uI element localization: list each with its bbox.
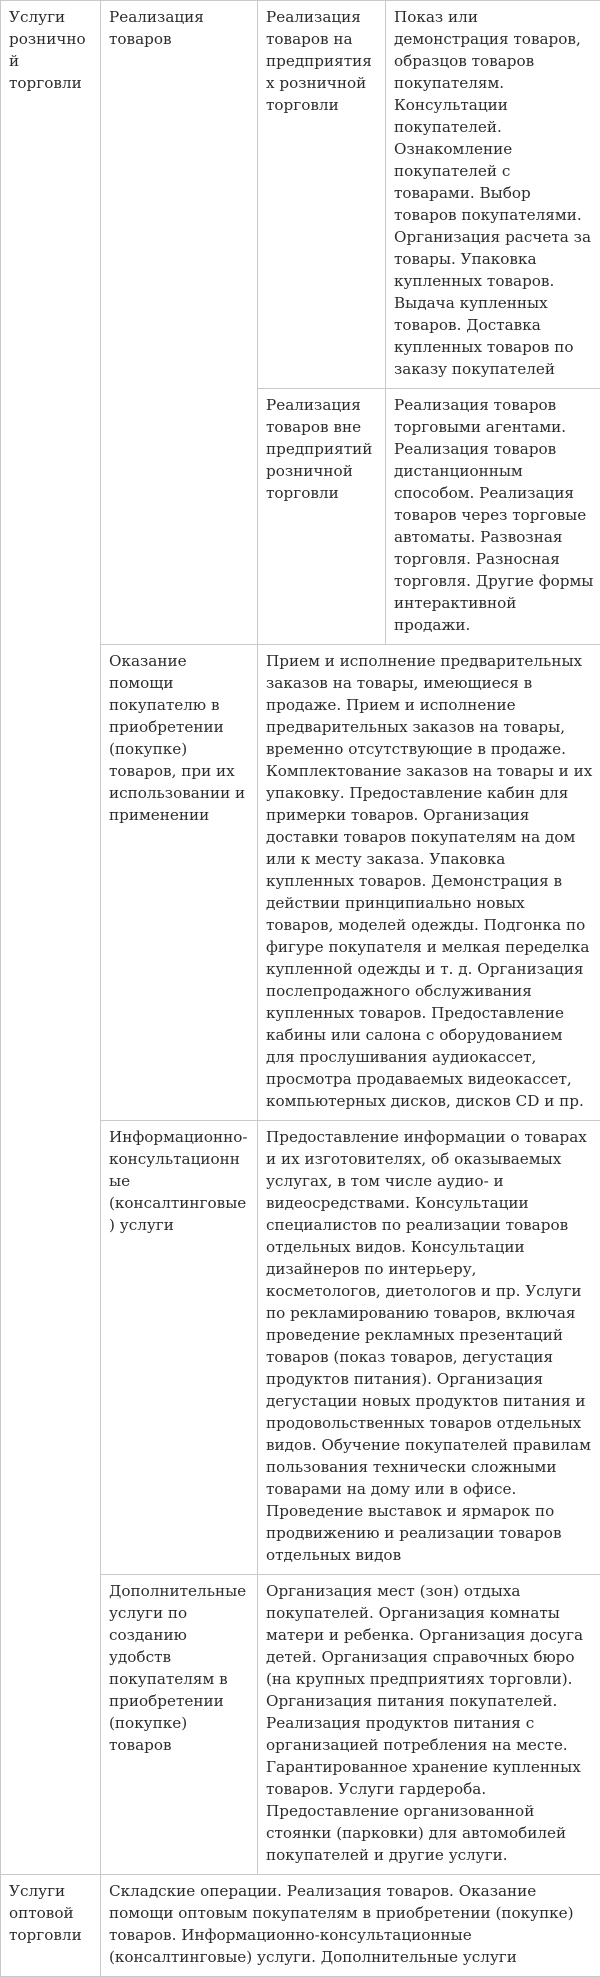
table-row (1, 1875, 600, 1977)
convenience-description: Организация мест (зон) отдыха покупателей. Организация комнаты матери и ребенка. Организация досуга детей. Организация справочных бюро (на крупных предприятиях торговли). Организация питания покупателей. Реализация продуктов питания с организацией потребления на месте. Гарантированное хранение купленных товаров. Услуги гардероба. Предоставление организованной стоянки (парковки) для автомобилей покупателей и другие услуги. (258, 1575, 600, 1875)
purchase-help-description: Прием и исполнение предварительных заказов на товары, имеющиеся в продаже. Прием и исполнение предварительных заказов на товары, временно отсутствующие в продаже. Комплектование заказов на товары и их упаковку. Предоставление кабин для примерки товаров. Организация доставки товаров покупателям на дом или к месту заказа. Упаковка купленных товаров. Демонстрация в действии принципиально новых товаров, моделей одежды. Подгонка по фигуре покупателя и мелкая переделка купленной одежды и т. д. Организация послепродажного обслуживания купленных товаров. Предоставление кабины или салона с оборудованием для прослушивания аудиокассет, просмотра продаваемых видеокассет, компьютерных дисков, дисков CD и пр. (258, 645, 600, 1121)
wholesale-description: Складские операции. Реализация товаров. Оказание помощи оптовым покупателям в приобретении (покупке) товаров. Информационно-консультационные (консалтинговые) услуги. Дополнительные услуги (101, 1875, 600, 1977)
retail-category-cell: Услуги розничной торговли (1, 1, 101, 1875)
retail-sales-cell: Реализация товаров (101, 1, 258, 645)
table-row (1, 1, 600, 389)
consulting-description: Предоставление информации о товарах и их изготовителях, об оказываемых услугах, в том числе аудио- и видеосредствами. Консультации специалистов по реализации товаров отдельных видов. Консультации дизайнеров по интерьеру, косметологов, диетологов и пр. Услуги по рекламированию товаров, включая проведение рекламных презентаций товаров (показ товаров, дегустация продуктов питания). Организация дегустации новых продуктов питания и продовольственных товаров отдельных видов. Обучение покупателей правилам пользования технически сложными товарами на дому или в офисе. Проведение выставок и ярмарок по продвижению и реализации товаров отдельных видов (258, 1121, 600, 1575)
consulting-cell: Информационно-консультационные (консалтинговые) услуги (101, 1121, 258, 1575)
in-store-sales-cell: Реализация товаров на предприятиях розничной торговли (258, 1, 386, 389)
purchase-help-cell: Оказание помощи покупателю в приобретении (покупке) товаров, при их использовании и применении (101, 645, 258, 1121)
wholesale-category-cell: Услуги оптовой торговли (1, 1875, 101, 1977)
out-of-store-sales-cell: Реализация товаров вне предприятий розничной торговли (258, 389, 386, 645)
in-store-sales-description: Показ или демонстрация товаров, образцов товаров покупателям. Консультации покупателей. Ознакомление покупателей с товарами. Выбор товаров покупателями. Организация расчета за товары. Упаковка купленных товаров. Выдача купленных товаров. Доставка купленных товаров по заказу покупателей (386, 1, 600, 389)
out-of-store-sales-description: Реализация товаров торговыми агентами. Реализация товаров дистанционным способом. Реализация товаров через торговые автоматы. Развозная торговля. Разносная торговля. Другие формы интерактивной продажи. (386, 389, 600, 645)
convenience-cell: Дополнительные услуги по созданию удобств покупателям в приобретении (покупке) товаров (101, 1575, 258, 1875)
